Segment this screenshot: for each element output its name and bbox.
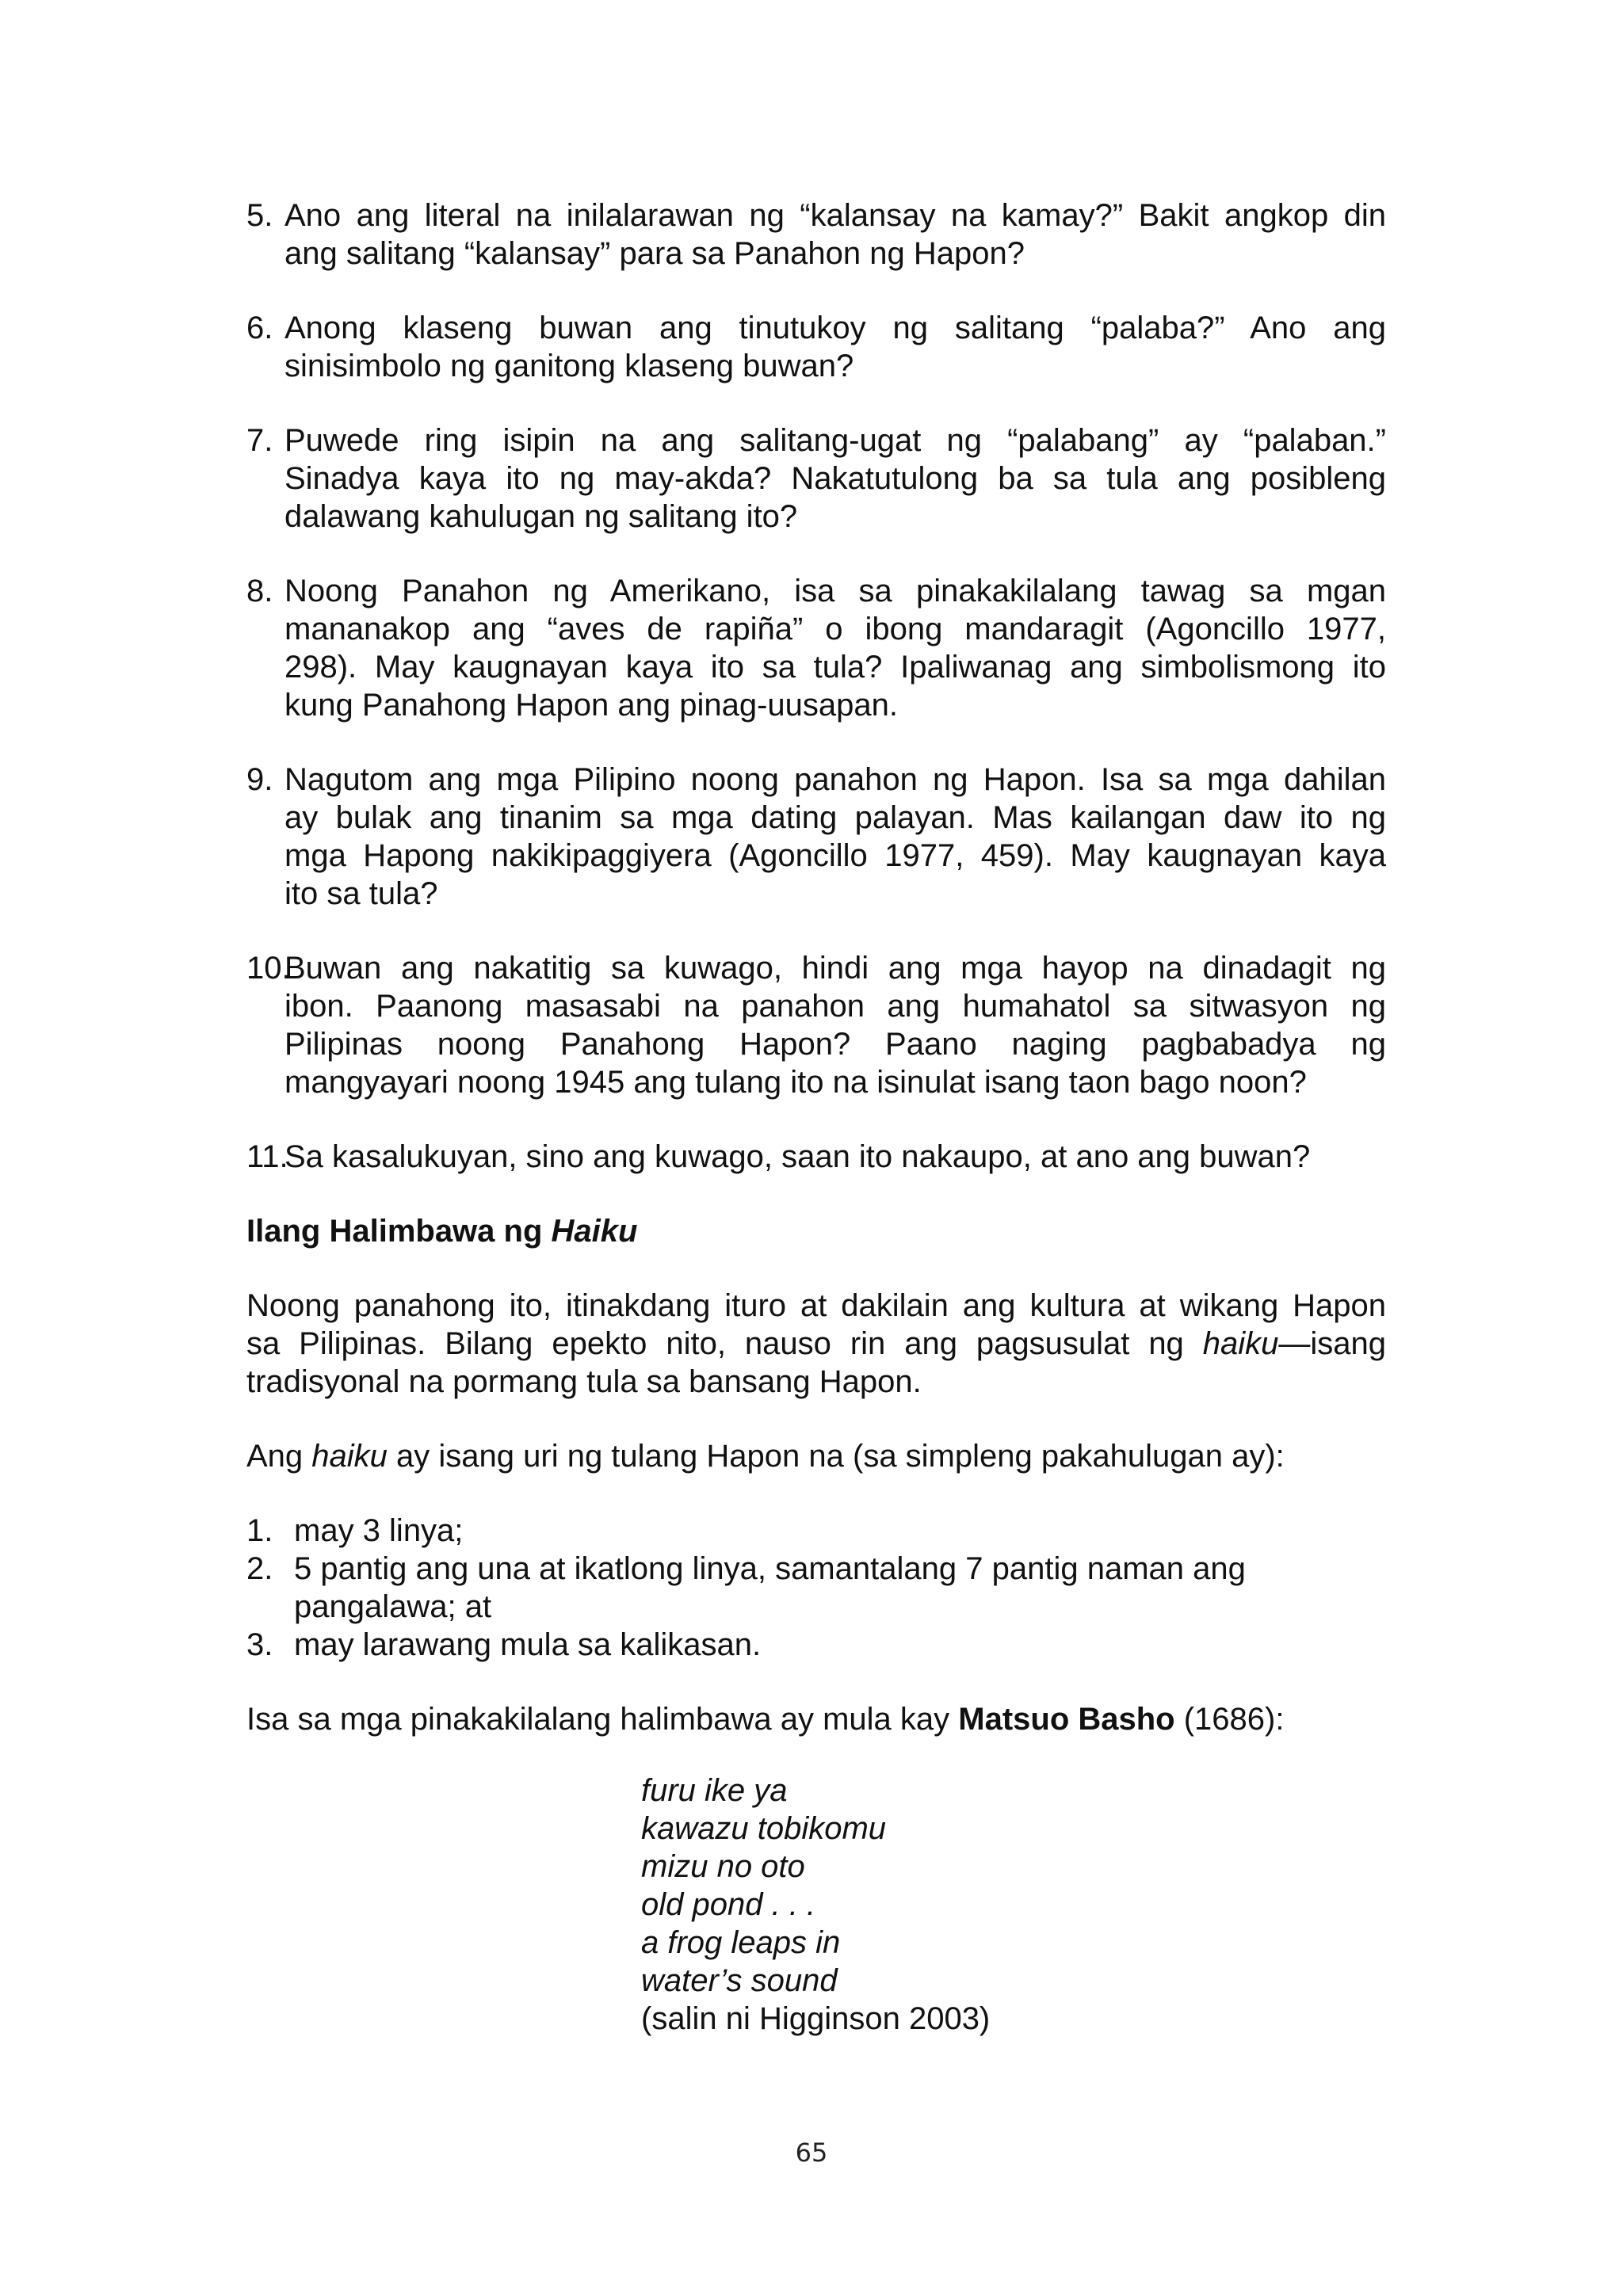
question-line: ang salitang “kalansay” para sa Panahon ng Hapon? bbox=[285, 236, 1025, 271]
poem-citation: (salin ni Higginson 2003) bbox=[641, 2001, 991, 2036]
question-line: ito sa tula? bbox=[285, 876, 438, 911]
question-number: 5. bbox=[246, 198, 273, 233]
question-list bbox=[246, 196, 1386, 1176]
question-line: Pilipinas noong Panahong Hapon? Paano naging pagbabadya ng bbox=[285, 1027, 1386, 1062]
question-line: Buwan ang nakatitig sa kuwago, hindi ang mga hayop na dinadagit ng bbox=[285, 951, 1386, 986]
question-line: mga Hapong nakikipaggiyera (Agoncillo 1977, 459). May kaugnayan kaya bbox=[285, 838, 1386, 873]
intro-paragraph bbox=[246, 1287, 1386, 1401]
poet-name: Matsuo Basho bbox=[958, 1702, 1175, 1737]
question-line: sinisimbolo ng ganitong klaseng buwan? bbox=[285, 349, 854, 383]
rule-number: 1. bbox=[246, 1513, 273, 1548]
rule-line: 5 pantig ang una at ikatlong linya, samantalang 7 pantig naman ang bbox=[294, 1551, 1246, 1586]
question-line: Sinadya kaya ito ng may-akda? Nakatutulong ba sa tula ang posibleng bbox=[285, 461, 1386, 496]
rule-item bbox=[246, 1512, 1386, 1550]
example-intro: Isa sa mga pinakakilalang halimbawa ay mula kay Matsuo Basho (1686): bbox=[246, 1702, 1285, 1737]
poem-line: furu ike ya bbox=[641, 1773, 788, 1808]
question-line: Nagutom ang mga Pilipino noong panahon ng Hapon. Isa sa mga dahilan bbox=[285, 762, 1386, 797]
question-number: 11. bbox=[246, 1139, 288, 1174]
question-item bbox=[246, 949, 1386, 1101]
poem-line: mizu no oto bbox=[641, 1849, 805, 1884]
rule-item bbox=[246, 1550, 1386, 1626]
rule-item bbox=[246, 1626, 1386, 1664]
question-number: 9. bbox=[246, 762, 273, 797]
question-number: 10. bbox=[246, 951, 291, 986]
question-number: 8. bbox=[246, 574, 273, 608]
question-line: Sa kasalukuyan, sino ang kuwago, saan ito nakaupo, at ano ang buwan? bbox=[285, 1139, 1311, 1174]
question-line: mangyayari noong 1945 ang tulang ito na isinulat isang taon bago noon? bbox=[285, 1065, 1307, 1100]
page-number: 65 bbox=[795, 2138, 828, 2168]
poem-line: a frog leaps in bbox=[641, 1925, 841, 1960]
document-body bbox=[246, 196, 1386, 2038]
question-line: Puwede ring isipin na ang salitang-ugat ng “palabang” ay “palaban.” bbox=[285, 423, 1386, 458]
question-item bbox=[246, 196, 1386, 273]
rule-line: may 3 linya; bbox=[294, 1513, 464, 1548]
question-item bbox=[246, 309, 1386, 385]
question-item bbox=[246, 761, 1386, 913]
question-line: 298). May kaugnayan kaya ito sa tula? Ipaliwanag ang simbolismong ito bbox=[285, 650, 1386, 685]
section-heading: Ilang Halimbawa ng Haiku bbox=[246, 1214, 638, 1249]
question-item bbox=[246, 421, 1386, 536]
haiku-rules-list bbox=[246, 1512, 1386, 1664]
question-line: Ano ang literal na inilalarawan ng “kalansay na kamay?” Bakit angkop din bbox=[285, 198, 1386, 233]
question-item bbox=[246, 572, 1386, 724]
question-number: 7. bbox=[246, 423, 273, 458]
question-item bbox=[246, 1138, 1386, 1176]
intro-line: tradisyonal na pormang tula sa bansang Hapon. bbox=[246, 1364, 922, 1399]
question-line: kung Panahong Hapon ang pinag-uusapan. bbox=[285, 688, 898, 723]
heading-italic: Haiku bbox=[551, 1214, 638, 1249]
rule-line: may larawang mula sa kalikasan. bbox=[294, 1627, 762, 1662]
rule-line: pangalawa; at bbox=[294, 1589, 492, 1624]
rule-number: 2. bbox=[246, 1551, 273, 1586]
rule-number: 3. bbox=[246, 1627, 273, 1662]
question-line: ibon. Paanong masasabi na panahon ang humahatol sa sitwasyon ng bbox=[285, 989, 1386, 1024]
question-number: 6. bbox=[246, 311, 273, 345]
question-line: mananakop ang “aves de rapiña” o ibong mandaragit (Agoncillo 1977, bbox=[285, 612, 1386, 646]
question-line: ay bulak ang tinanim sa mga dating palayan. Mas kailangan daw ito ng bbox=[285, 800, 1386, 835]
question-line: Noong Panahon ng Amerikano, isa sa pinakakilalang tawag sa mgan bbox=[285, 574, 1386, 608]
question-line: Anong klaseng buwan ang tinutukoy ng salitang “palaba?” Ano ang bbox=[285, 311, 1386, 345]
poem-line: water’s sound bbox=[641, 1963, 838, 1998]
question-line: dalawang kahulugan ng salitang ito? bbox=[285, 499, 798, 534]
intro-line: sa Pilipinas. Bilang epekto nito, nauso rin ang pagsusulat ng haiku—isang bbox=[246, 1326, 1386, 1361]
haiku-poem bbox=[641, 1772, 1386, 2038]
poem-line: old pond . . . bbox=[641, 1887, 816, 1922]
intro-line: Noong panahong ito, itinakdang ituro at dakilain ang kultura at wikang Hapon bbox=[246, 1288, 1386, 1323]
definition-paragraph: Ang haiku ay isang uri ng tulang Hapon na (sa simpleng pakahulugan ay): bbox=[246, 1439, 1285, 1474]
poem-line: kawazu tobikomu bbox=[641, 1811, 887, 1846]
